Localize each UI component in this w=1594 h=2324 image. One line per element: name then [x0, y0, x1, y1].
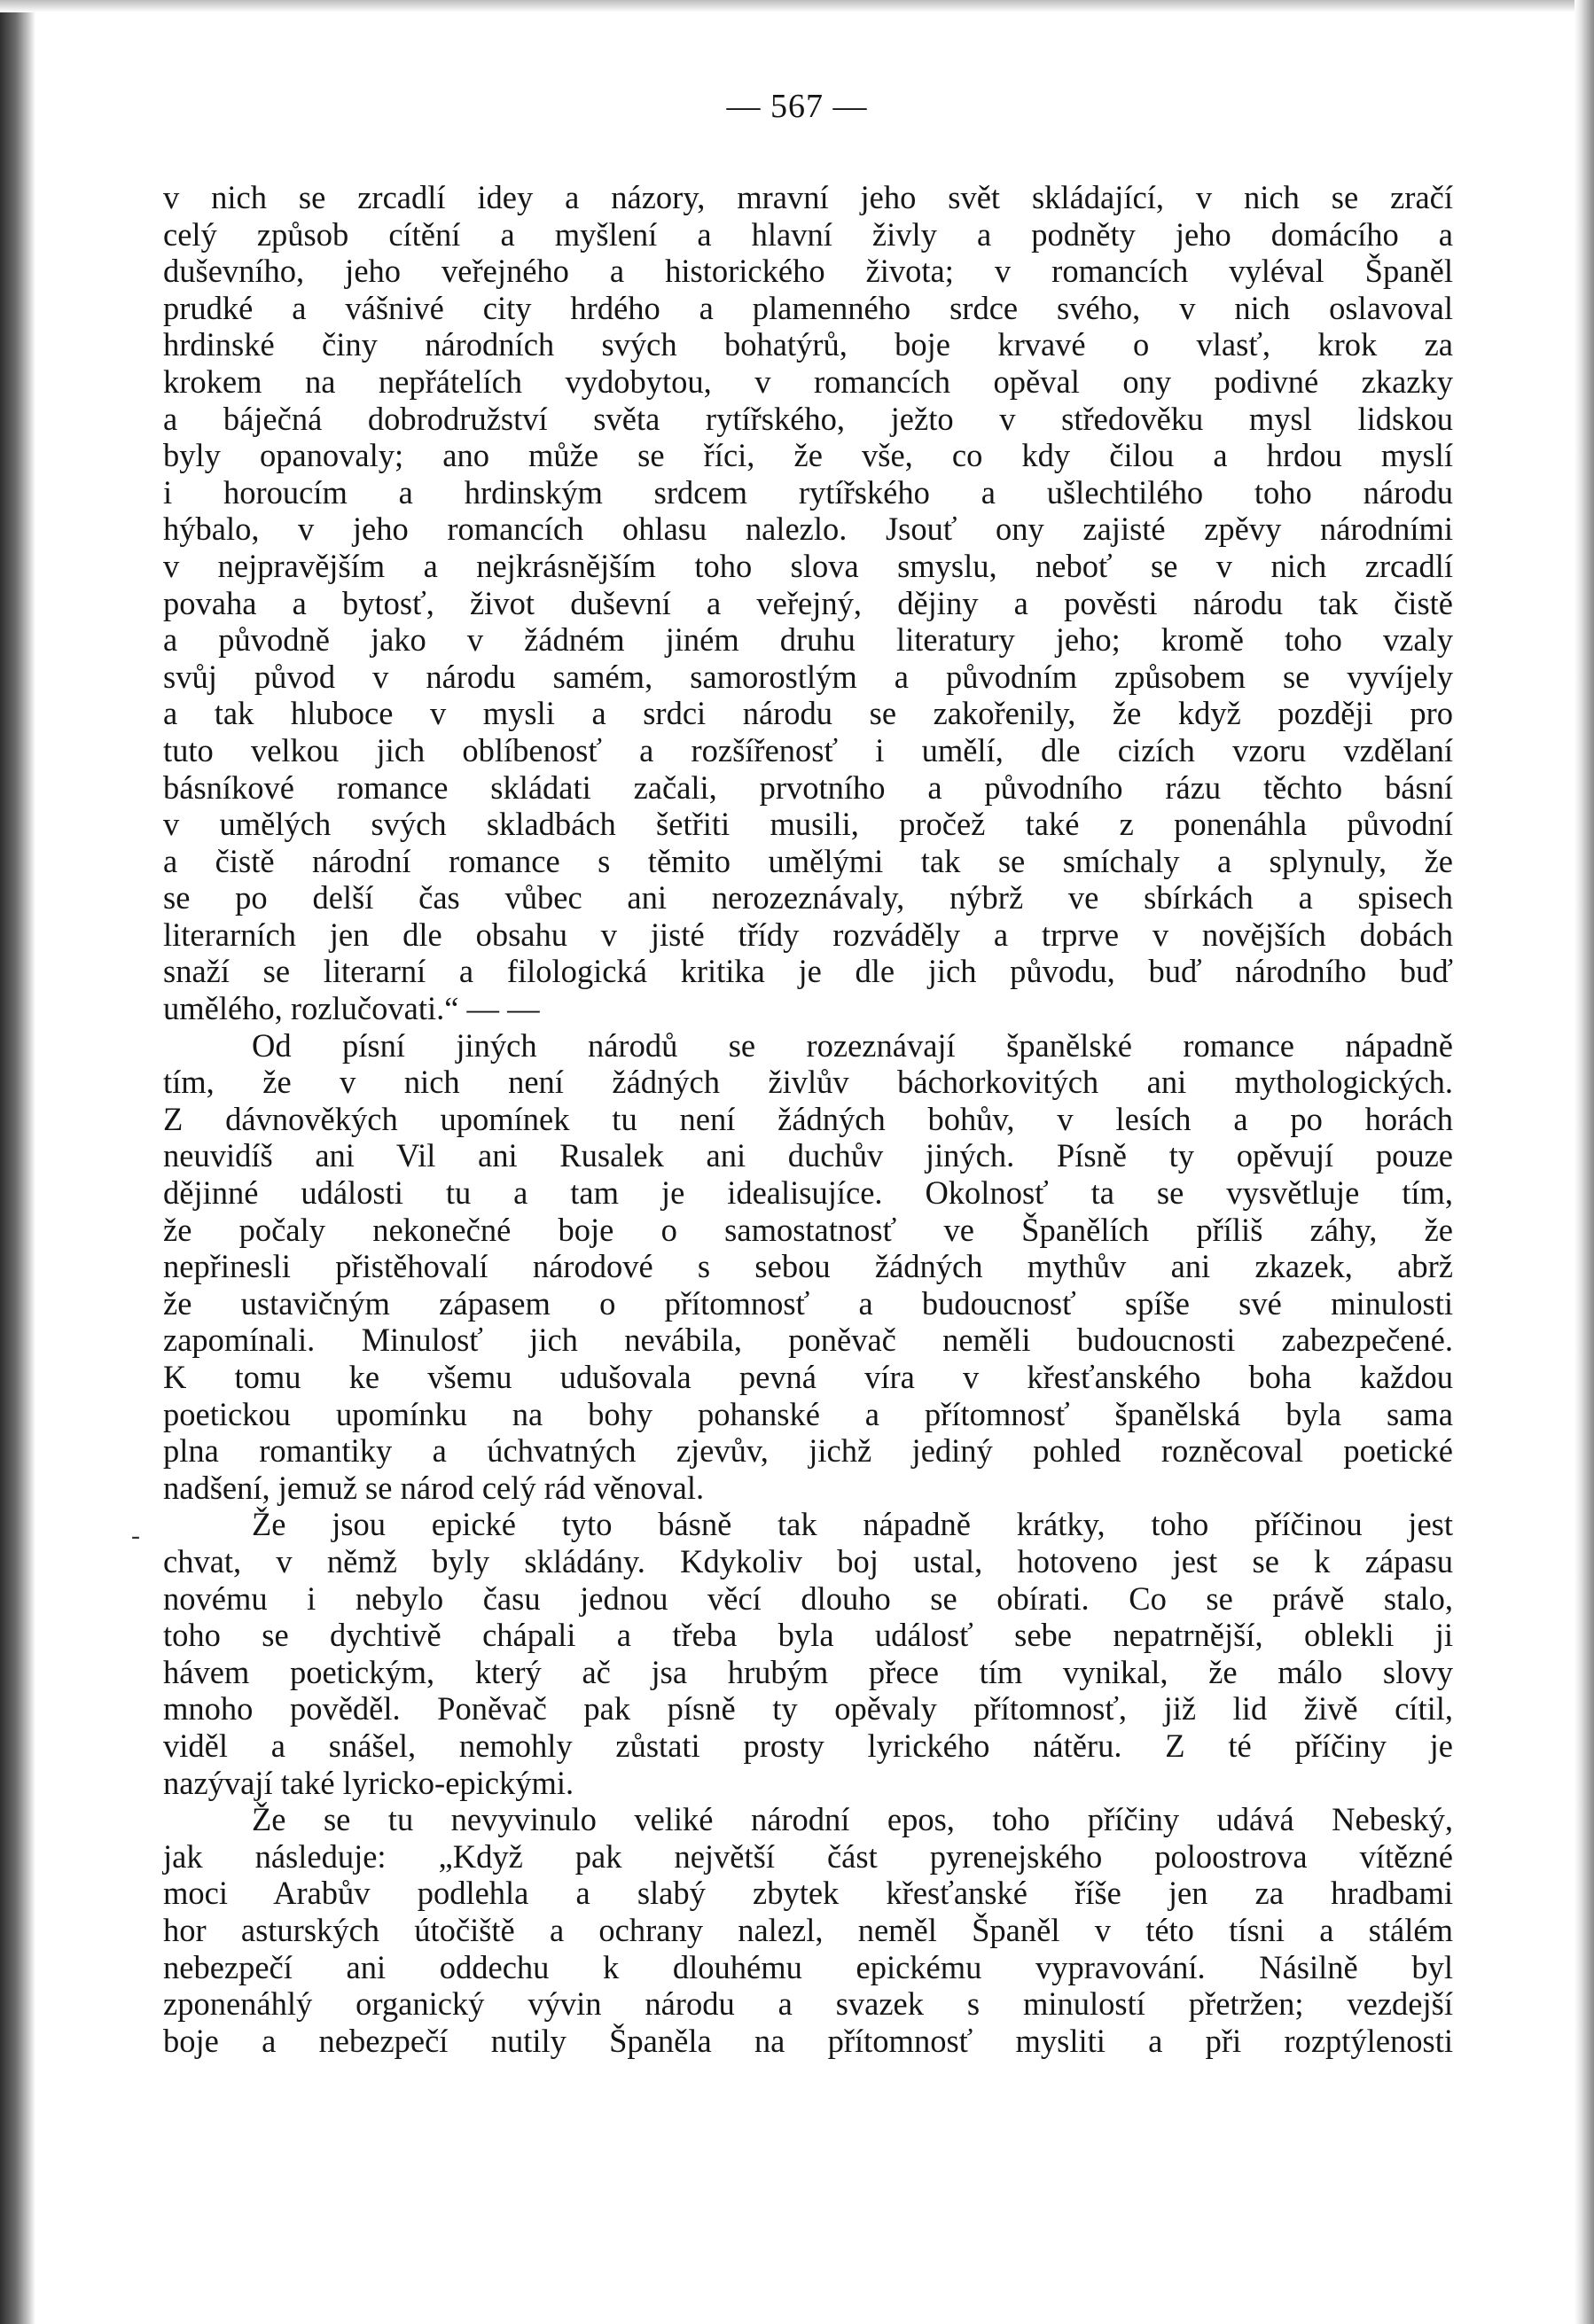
text-line: hor asturských útočiště a ochrany nalezl, neměl Španěl v této tísni a stálém — [163, 1911, 1453, 1948]
text-line: a čistě národní romance s těmito umělými tak se smíchaly a splynuly, že — [163, 842, 1453, 879]
text-line: v nich se zrcadlí idey a názory, mravní jeho svět skládající, v nich se zračí — [163, 179, 1453, 215]
text-line: hávem poetickým, který ač jsa hrubým přece tím vynikal, že málo slovy — [163, 1653, 1453, 1690]
text-line: a tak hluboce v mysli a srdci národu se zakořenily, že když později pro — [163, 695, 1453, 732]
text-line: a původně jako v žádném jiném druhu literatury jeho; kromě toho vzaly — [163, 621, 1453, 659]
text-line: hrdinské činy národních svých bohatýrů, boje krvavé o vlasť, krok za — [163, 326, 1453, 363]
text-line: Že se tu nevyvinulo veliké národní epos, toho příčiny udává Nebeský, — [252, 1801, 1453, 1838]
text-line: umělého, rozlučovati.“ — — — [163, 990, 540, 1027]
text-line: v umělých svých skladbách šetřiti musili, pročež také z ponenáhla původní — [163, 806, 1453, 843]
text-line: a báječná dobrodružství světa rytířského, ježto v středověku mysl lidskou — [163, 400, 1453, 437]
text-line: snaží se literarní a filologická kritika je dle jich původu, buď národního buď — [163, 953, 1453, 990]
paragraph — [163, 1801, 1453, 2059]
text-line: Že jsou epické tyto básně tak nápadně krátky, toho příčinou jest — [252, 1506, 1453, 1543]
text-line: chvat, v němž byly skládány. Kdykoliv boj ustal, hotoveno jest se k zápasu — [163, 1542, 1453, 1579]
text-line: nebezpečí ani oddechu k dlouhému epickému vypravování. Násilně byl — [163, 1948, 1453, 1985]
text-line: básníkové romance skládati začali, prvotního a původního rázu těchto básní — [163, 768, 1453, 806]
text-line: že ustavičným zápasem o přítomnosť a budoucnosť spíše své minulosti — [163, 1284, 1453, 1322]
text-line: viděl a snášel, nemohly zůstati prosty lyrického nátěru. Z té příčiny je — [163, 1727, 1453, 1764]
text-line: celý způsob cítění a myšlení a hlavní živly a podněty jeho domácího a — [163, 215, 1453, 253]
text-line: se po delší čas vůbec ani nerozeznávaly, nýbrž ve sbírkách a spisech — [163, 879, 1453, 916]
text-line: jak následuje: „Když pak největší část pyrenejského poloostrova vítězné — [163, 1837, 1453, 1875]
text-line: nepřinesli přistěhovalí národové s sebou žádných mythův ani zkazek, abrž — [163, 1248, 1453, 1285]
right-edge-shadow — [1574, 0, 1594, 2324]
text-line: nadšení, jemuž se národ celý rád věnoval. — [163, 1469, 705, 1506]
text-line: zponenáhlý organický vývin národu a svazek s minulostí přetržen; vezdejší — [163, 1985, 1453, 2023]
text-line: v nejpravějším a nejkrásnějším toho slova smyslu, neboť se v nich zrcadlí — [163, 547, 1453, 584]
text-line: krokem na nepřátelích vydobytou, v romancích opěval ony podivné zkazky — [163, 363, 1453, 400]
text-line: Z dávnověkých upomínek tu není žádných bohův, v lesích a po horách — [163, 1100, 1453, 1137]
text-line: neuvidíš ani Vil ani Rusalek ani duchův jiných. Písně ty opěvují pouze — [163, 1137, 1453, 1174]
text-line: plna romantiky a úchvatných zjevův, jichž jediný pohled rozněcoval poetické — [163, 1432, 1453, 1470]
paragraph — [163, 1027, 1453, 1507]
text-line: tuto velkou jich oblíbenosť a rozšířenosť i umělí, dle cizích vzoru vzdělaní — [163, 731, 1453, 768]
text-line: mnoho pověděl. Poněvač pak písně ty opěvaly přítomnosť, již lid živě cítil, — [163, 1690, 1453, 1727]
text-line: Od písní jiných národů se rozeznávají španělské romance nápadně — [252, 1026, 1453, 1064]
text-line: moci Arabův podlehla a slabý zbytek křesťanské říše jen za hradbami — [163, 1875, 1453, 1912]
page-number: — 567 — — [726, 88, 868, 125]
text-line: i horoucím a hrdinským srdcem rytířského a ušlechtilého toho národu — [163, 473, 1453, 511]
text-line: tím, že v nich není žádných živlův báchorkovitých ani mythologických. — [163, 1064, 1453, 1101]
text-line: K tomu ke všemu udušovala pevná víra v křesťanského boha každou — [163, 1359, 1453, 1395]
text-line: že počaly nekonečné boje o samostatnosť ve Španělích příliš záhy, že — [163, 1211, 1453, 1248]
text-line: svůj původ v národu samém, samorostlým a původním způsobem se vyvíjely — [163, 658, 1453, 695]
text-line: hýbalo, v jeho romancích ohlasu nalezlo. Jsouť ony zajisté zpěvy národními — [163, 511, 1453, 548]
text-line: zapomínali. Minulosť jich nevábila, poněvač neměli budoucnosti zabezpečené. — [163, 1322, 1453, 1359]
paragraph — [163, 1506, 1453, 1801]
text-line: literarních jen dle obsahu v jisté třídy rozváděly a trprve v novějších dobách — [163, 916, 1453, 953]
text-line: novému i nebylo času jednou věcí dlouho se obírati. Co se právě stalo, — [163, 1579, 1453, 1617]
text-line: byly opanovaly; ano může se říci, že vše, co kdy čilou a hrdou myslí — [163, 437, 1453, 474]
body-text — [163, 179, 1453, 2059]
margin-mark: - — [131, 1521, 140, 1550]
binding-shadow — [0, 0, 35, 2324]
top-edge-shadow — [0, 0, 1594, 12]
text-line: povaha a bytosť, život duševní a veřejný, dějiny a pověsti národu tak čistě — [163, 584, 1453, 621]
text-line: duševního, jeho veřejného a historického života; v romancích vyléval Španěl — [163, 253, 1453, 290]
text-line: boje a nebezpečí nutily Španěla na přítomnosť mysliti a při rozptýlenosti — [163, 2022, 1453, 2059]
text-line: dějinné události tu a tam je idealisujíce. Okolnosť ta se vysvětluje tím, — [163, 1174, 1453, 1212]
text-line: toho se dychtivě chápali a třeba byla událosť sebe nepatrnější, oblekli ji — [163, 1617, 1453, 1654]
text-line: nazývají také lyricko-epickými. — [163, 1764, 574, 1801]
paragraph — [163, 179, 1453, 1027]
text-line: poetickou upomínku na bohy pohanské a přítomnosť španělská byla sama — [163, 1395, 1453, 1432]
text-line: prudké a vášnivé city hrdého a plamenného srdce svého, v nich oslavoval — [163, 289, 1453, 326]
